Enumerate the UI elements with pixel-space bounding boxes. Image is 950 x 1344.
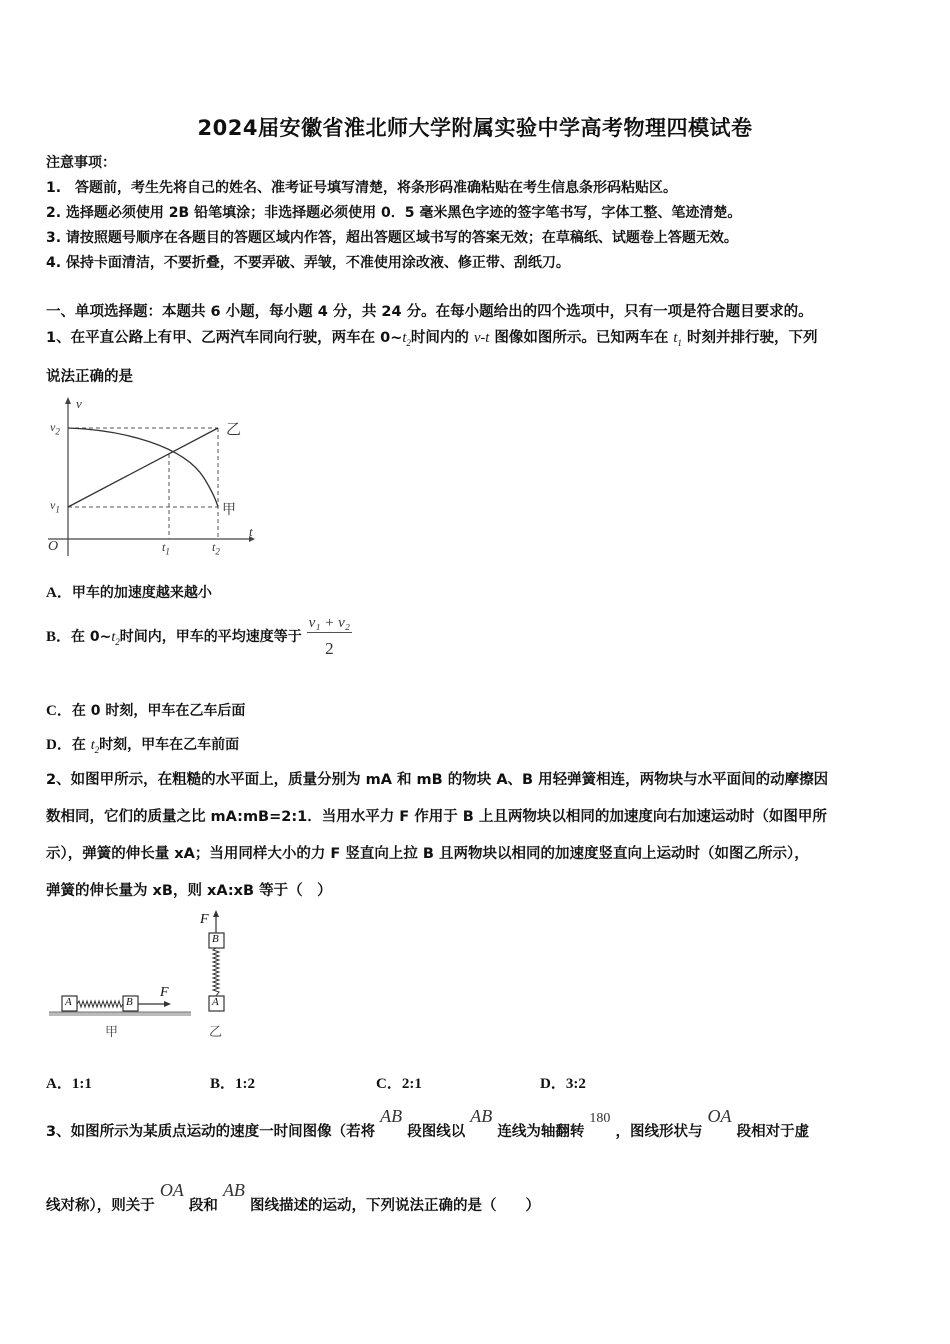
section-heading: 一、单项选择题：本题共 6 小题，每小题 4 分，共 24 分。在每小题给出的四个选项中，只有一项是符合题目要求的。 [46,304,813,320]
q1-option-a[interactable]: A．甲车的加速度越来越小 [46,585,212,601]
t2-label: $t_2$ [212,540,220,557]
page-title: 2024届安徽省淮北师大学附属实验中学高考物理四模试卷 [197,116,753,140]
v1-label: $v_1$ [50,498,60,515]
notice-heading: 注意事项： [46,155,116,171]
notice-item-1: 1. 答题前，考生先将自己的姓名、准考证号填写清楚，将条形码准确粘贴在考生信息条形码粘贴区。 [46,180,678,196]
question-3-line-2: 线对称），则关于 OA 段和 AB 图线描述的运动，下列说法正确的是（ ） [46,1180,540,1214]
q2-option-c[interactable]: C．2:1 [376,1076,422,1092]
q1-option-c[interactable]: C．在 0 时刻，甲车在乙车后面 [46,703,246,719]
q2-option-d[interactable]: D．3:2 [540,1076,586,1092]
caption-jia: 甲 [105,1025,119,1040]
block-b-vertical: B [212,933,219,945]
fraction-average-velocity: $\frac{\text{v₁ + v₂}}{2}$ [308,615,351,658]
x-axis-label: t [249,524,253,539]
q1-option-b[interactable]: B．在 $0\sim t_2$时间内，甲车的平均速度等于 $\frac{\text{v₁ + v₂}}{2}$ [46,615,351,658]
notice-item-2: 2. 选择题必须使用 2B 铅笔填涂；非选择题必须使用 0．5 毫米黑色字迹的签字笔书写，字体工整、笔迹清楚。 [46,205,742,221]
caption-yi: 乙 [209,1025,223,1040]
question-1-stem-cont: 说法正确的是 [46,369,133,385]
force-label-horizontal: F [160,985,169,1000]
vt-graph-figure [44,396,264,561]
q1-option-d[interactable]: D．在 $t_2$时刻，甲车在乙车前面 [46,737,240,755]
t1-label: $t_1$ [162,540,170,557]
question-2-line-4: 弹簧的伸长量为 xB，则 xA:xB 等于（ ） [46,883,332,899]
notice-item-4: 4. 保持卡面清洁，不要折叠，不要弄破、弄皱，不准使用涂改液、修正带、刮纸刀。 [46,255,570,271]
y-axis-label: v [76,396,82,411]
q2-option-a[interactable]: A．1:1 [46,1076,92,1092]
block-a-vertical: A [212,996,219,1008]
q2-option-b[interactable]: B．1:2 [210,1076,256,1092]
car-jia-label: 甲 [222,502,236,518]
question-2-line-1: 2、如图甲所示，在粗糙的水平面上，质量分别为 mA 和 mB 的物块 A、B 用轻弹簧相连，两物块与水平面间的动摩擦因 [46,772,829,788]
force-label-vertical: F [200,912,209,927]
block-b-horizontal: B [126,996,133,1008]
spring-blocks-figure [46,908,236,1043]
car-yi-label: 乙 [226,420,242,438]
question-1-stem: 1、在平直公路上有甲、乙两汽车同向行驶，两车在 $0\sim t_2$时间内的 v-t 图像如图所示。已知两车在 $t_1$ 时刻并排行驶，下列 [46,330,818,348]
question-2-line-2: 数相同，它们的质量之比 mA:mB=2:1．当用水平力 F 作用于 B 上且两物块以相同的加速度向右加速运动时（如图甲所 [46,809,827,825]
origin-label: O [48,539,59,554]
v2-label: $v_2$ [50,420,60,437]
notice-item-3: 3. 请按照题号顺序在各题目的答题区域内作答，超出答题区域书写的答案无效；在草稿纸、试题卷上答题无效。 [46,230,738,246]
question-2-line-3: 示），弹簧的伸长量 xA；当用同样大小的力 F 竖直向上拉 B 且两物块以相同的加速度竖直向上运动时（如图乙所示）， [46,846,809,862]
question-3-line-1: 3、如图所示为某质点运动的速度一时间图像（若将 AB 段图线以 AB 连线为轴翻转 180 ，图线形状与 OA 段相对于虚 [46,1106,810,1140]
block-a-horizontal: A [65,996,72,1008]
